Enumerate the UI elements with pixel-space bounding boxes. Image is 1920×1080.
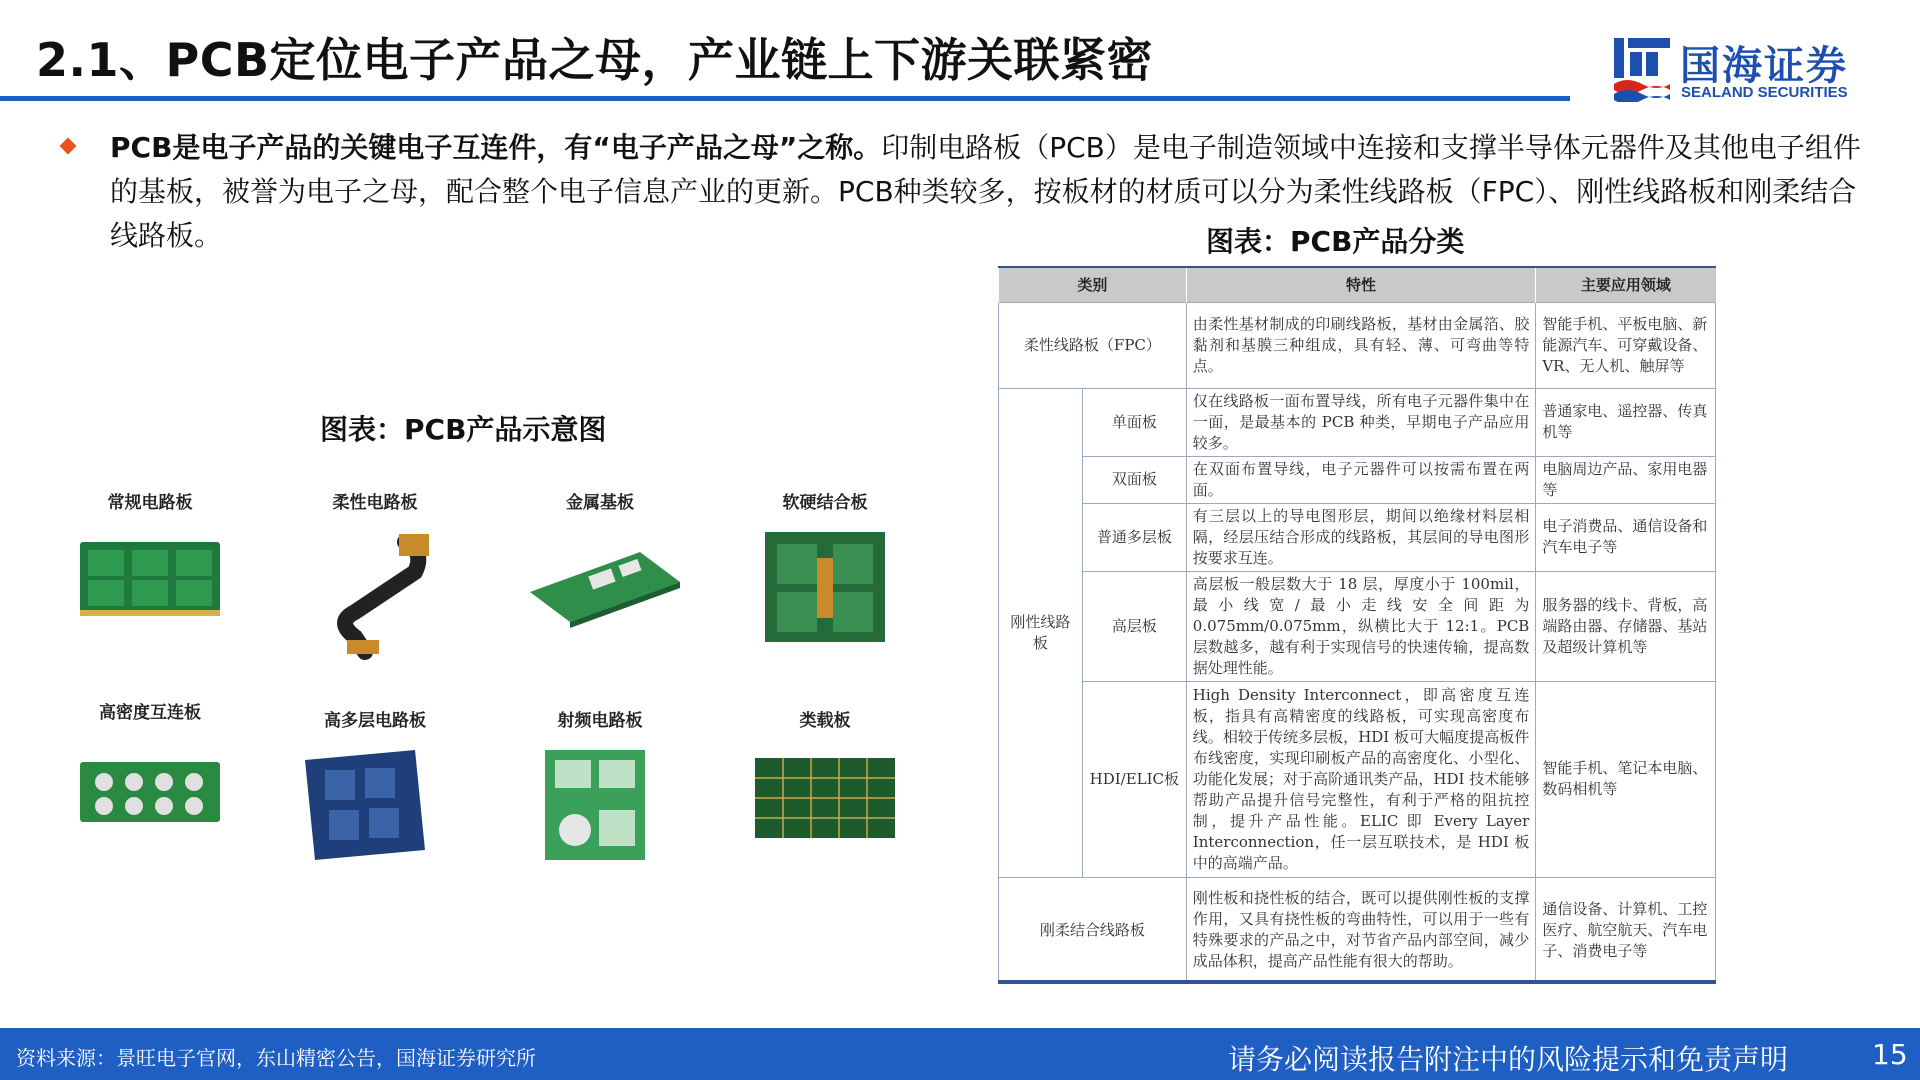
pcb-substrate-like-image [745,740,905,850]
pcb-item-label: 常规电路板 [107,493,193,513]
pcb-flex-image [295,522,455,672]
table-header-feature: 特性 [1186,268,1536,302]
cell-feature: 在双面布置导线，电子元器件可以按需布置在两面。 [1186,456,1536,503]
pcb-item [40,698,260,878]
pcb-item-label: 高密度互连板 [99,703,201,723]
table-header-category: 类别 [999,268,1187,302]
cell-application: 服务器的线卡、背板，高端路由器、存储器、基站及超级计算机等 [1536,571,1716,681]
cell-feature: 高层板一般层数大于 18 层，厚度小于 100mil，最小线宽/最小走线安全间距为 0.075mm/0.075mm，纵横比大于 12:1。PCB 层数越多，越有利于实现信号的快速传输，提高数据处理性能。 [1186,571,1536,681]
cell-application: 普通家电、遥控器、传真机等 [1536,388,1716,456]
cell-subcategory: HDI/ELIC板 [1082,681,1186,877]
page-title: 2.1、PCB定位电子产品之母，产业链上下游关联紧密 [36,33,1154,87]
table-row [999,456,1716,503]
cell-feature: 刚性板和挠性板的结合，既可以提供刚性板的支撑作用，又具有挠性板的弯曲特性，可以用于一些有特殊要求的产品之中，对节省产品内部空间，减少成品体积，提高产品性能有很大的帮助。 [1186,877,1536,983]
table-row [999,388,1716,456]
table-row [999,681,1716,877]
pcb-standard-image [70,522,230,632]
cell-rigid-group: 刚性线路板 [999,388,1083,877]
table-header-row [999,268,1716,302]
pcb-item-label: 高多层电路板 [324,711,426,731]
pcb-item [715,488,935,668]
pcb-item [265,488,485,668]
pcb-rf-image [520,740,670,870]
cell-application: 智能手机、笔记本电脑、数码相机等 [1536,681,1716,877]
footer-bar [0,1028,1920,1080]
sealand-logo-icon [1612,36,1672,102]
cell-category: 刚柔结合线路板 [999,877,1187,983]
intro-text: 印制电路板（PCB）是电子制造领域中连接和支撑半导体元器件及其他电子组件的基板，被誉为电子之母，配合整个电子信息产业的更新。PCB种类较多，按板材的材质可以分为柔性线路板（FPC）、刚性线路板和刚柔结合线路板。 [110,131,1861,252]
table-row [999,503,1716,571]
cell-application: 电脑周边产品、家用电器等 [1536,456,1716,503]
title-divider [0,96,1570,101]
footer-disclaimer: 请务必阅读报告附注中的风险提示和免责声明 [1228,1043,1789,1076]
cell-application: 智能手机、平板电脑、新能源汽车、可穿戴设备、VR、无人机、触屏等 [1536,302,1716,388]
pcb-item-label: 柔性电路板 [332,493,418,513]
pcb-item [40,488,260,668]
cell-category: 柔性线路板（FPC） [999,302,1187,388]
page-number: 15 [1872,1038,1908,1071]
cell-subcategory: 普通多层板 [1082,503,1186,571]
pcb-multilayer-image [295,740,445,870]
company-logo [1612,32,1892,108]
pcb-classification-table [998,268,1716,984]
right-figure-title: 图表：PCB产品分类 [1206,225,1465,258]
table-row [999,571,1716,681]
cell-subcategory: 双面板 [1082,456,1186,503]
logo-text-en: SEALAND SECURITIES [1681,84,1848,101]
cell-application: 通信设备、计算机、工控医疗、航空航天、汽车电子、消费电子等 [1536,877,1716,983]
table-bottom-rule [998,980,1716,984]
pcb-item-label: 类载板 [799,711,851,731]
pcb-item-label: 射频电路板 [557,711,643,731]
pcb-image-grid [40,488,940,868]
intro-paragraph [110,126,1870,258]
cell-feature: 仅在线路板一面布置导线，所有电子元器件集中在一面，是最基本的 PCB 种类，早期电子产品应用较多。 [1186,388,1536,456]
left-figure-title: 图表：PCB产品示意图 [320,413,607,446]
intro-bold: PCB是电子产品的关键电子互连件，有“电子产品之母”之称。 [110,131,882,164]
cell-feature: 由柔性基材制成的印刷线路板，基材由金属箔、胶黏剂和基膜三种组成，具有轻、薄、可弯曲等特点。 [1186,302,1536,388]
table-row [999,302,1716,388]
footer-source: 资料来源：景旺电子官网，东山精密公告，国海证券研究所 [16,1046,536,1070]
logo-text-cn: 国海证券 [1680,43,1848,89]
cell-subcategory: 高层板 [1082,571,1186,681]
pcb-item [715,706,935,886]
bullet-diamond-icon [60,138,77,155]
pcb-item-label: 金属基板 [566,493,634,513]
cell-feature: High Density Interconnect，即高密度互连板，指具有高精密度的线路板，可实现高密度布线。相较于传统多层板，HDI 板可大幅度提高板件布线密度，实现印刷板产品的高密度化、小型化、功能化发展；对于高阶通讯类产品，HDI 技术能够帮助产品提升信号完整性，有利于严格的阻抗控制，提升产品性能。ELIC 即 Every Layer Interconnection，任一层互联技术，是 HDI 板中的高端产品。 [1186,681,1536,877]
pcb-hdi-image [70,732,230,842]
cell-application: 电子消费品、通信设备和汽车电子等 [1536,503,1716,571]
pcb-metal-image [520,522,690,642]
cell-subcategory: 单面板 [1082,388,1186,456]
cell-feature: 有三层以上的导电图形层，期间以绝缘材料层相隔，经层压结合形成的线路板，其层间的导电图形按要求互连。 [1186,503,1536,571]
pcb-rigid-flex-image [745,522,905,652]
pcb-item [265,706,485,886]
pcb-item [490,488,710,668]
table-row [999,877,1716,983]
table-header-application: 主要应用领域 [1536,268,1716,302]
pcb-item-label: 软硬结合板 [782,493,868,513]
pcb-item [490,706,710,886]
